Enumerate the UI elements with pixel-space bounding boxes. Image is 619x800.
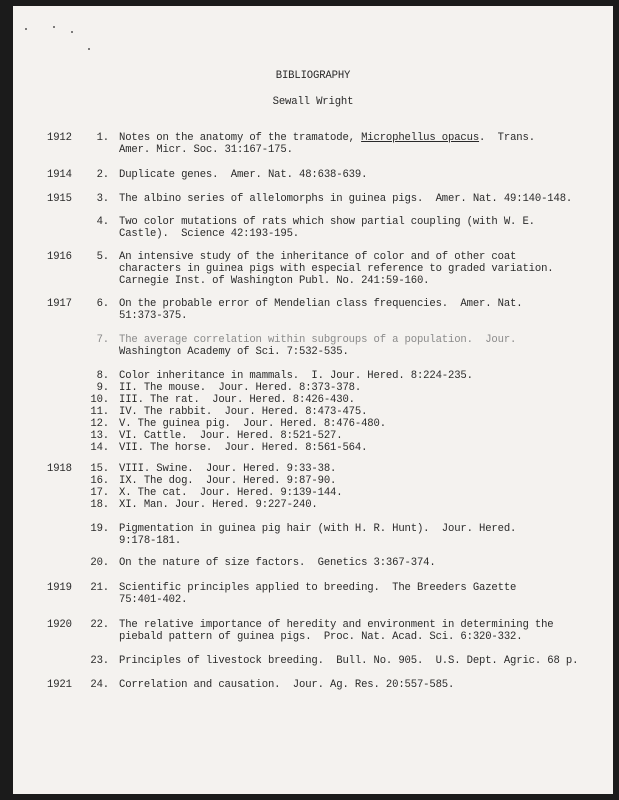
entry-number: 2. [96,169,109,181]
entry-text: The average correlation within subgroups of a population. Jour. Washington Academy of Sci. 7:532-535. [119,334,517,358]
year-label: 1914 [47,169,72,181]
author-name: Sewall Wright [272,96,354,108]
entry-number: 8. [96,370,109,382]
entry-text: The relative importance of heredity and environment in determining the piebald pattern of guinea pigs. Proc. Nat. Acad. Sci. 6:320-332. [119,619,554,643]
entry-number: 14. [90,442,109,454]
entry-text: On the nature of size factors. Genetics 3:367-374. [119,557,436,569]
year-label: 1917 [47,298,72,310]
entry-text: IX. The dog. Jour. Hered. 9:87-90. [119,475,337,487]
entry-text: III. The rat. Jour. Hered. 8:426-430. [119,394,355,406]
entry-number: 5. [96,251,109,263]
entry-number: 11. [90,406,109,418]
entry-text: Correlation and causation. Jour. Ag. Res. 20:557-585. [119,679,455,691]
entry-number: 15. [90,463,109,475]
entry-number: 24. [90,679,109,691]
species-name: Microphellus opacus [361,132,480,144]
entry-text: IV. The rabbit. Jour. Hered. 8:473-475. [119,406,368,418]
entry-text: An intensive study of the inheritance of color and of other coat characters in guinea pigs with especial reference to graded variation. Carnegie Inst. of Washington Publ. No. 241:59-160. [119,251,554,287]
year-label: 1915 [47,193,72,205]
year-label: 1916 [47,251,72,263]
entry-number: 4. [96,216,109,228]
paper-speck [25,28,27,30]
entry-number: 21. [90,582,109,594]
entry-number: 7. [96,334,109,346]
entry-number: 12. [90,418,109,430]
page-title: BIBLIOGRAPHY [275,70,351,82]
entry-text: The albino series of allelomorphs in guinea pigs. Amer. Nat. 49:140-148. [119,193,573,205]
year-label: 1920 [47,619,72,631]
paper-speck [88,48,90,50]
entry-text: Principles of livestock breeding. Bull. No. 905. U.S. Dept. Agric. 68 p. [119,655,579,667]
entry-text: On the probable error of Mendelian class frequencies. Amer. Nat. 51:373-375. [119,298,523,322]
entry-text: II. The mouse. Jour. Hered. 8:373-378. [119,382,362,394]
entry-number: 13. [90,430,109,442]
entry-text: VIII. Swine. Jour. Hered. 9:33-38. [119,463,337,475]
entry-text: VI. Cattle. Jour. Hered. 8:521-527. [119,430,343,442]
year-label: 1918 [47,463,72,475]
entry-number: 10. [90,394,109,406]
entry-number: 18. [90,499,109,511]
entry-text: Notes on the anatomy of the tramatode, Microphellus opacus. Trans. Amer. Micr. Soc. 31:167-175. [119,132,535,156]
entry-number: 3. [96,193,109,205]
entry-number: 16. [90,475,109,487]
entry-text: Duplicate genes. Amer. Nat. 48:638-639. [119,169,368,181]
entry-text: V. The guinea pig. Jour. Hered. 8:476-480. [119,418,386,430]
entry-number: 20. [90,557,109,569]
entry-text: VII. The horse. Jour. Hered. 8:561-564. [119,442,368,454]
entry-number: 23. [90,655,109,667]
entry-text: Scientific principles applied to breeding. The Breeders Gazette 75:401-402. [119,582,517,606]
year-label: 1919 [47,582,72,594]
paper-speck [71,31,73,33]
year-label: 1912 [47,132,72,144]
entry-text: XI. Man. Jour. Hered. 9:227-240. [119,499,318,511]
entry-text: Pigmentation in guinea pig hair (with H. R. Hunt). Jour. Hered. 9:178-181. [119,523,517,547]
document-page [13,6,613,794]
entry-text: X. The cat. Jour. Hered. 9:139-144. [119,487,343,499]
entry-number: 17. [90,487,109,499]
entry-number: 6. [96,298,109,310]
paper-speck [53,26,55,28]
entry-number: 9. [96,382,109,394]
entry-text: Two color mutations of rats which show partial coupling (with W. E. Castle). Science 42:193-195. [119,216,535,240]
entry-number: 19. [90,523,109,535]
entry-text: Color inheritance in mammals. I. Jour. Hered. 8:224-235. [119,370,473,382]
entry-number: 22. [90,619,109,631]
entry-number: 1. [96,132,109,144]
year-label: 1921 [47,679,72,691]
